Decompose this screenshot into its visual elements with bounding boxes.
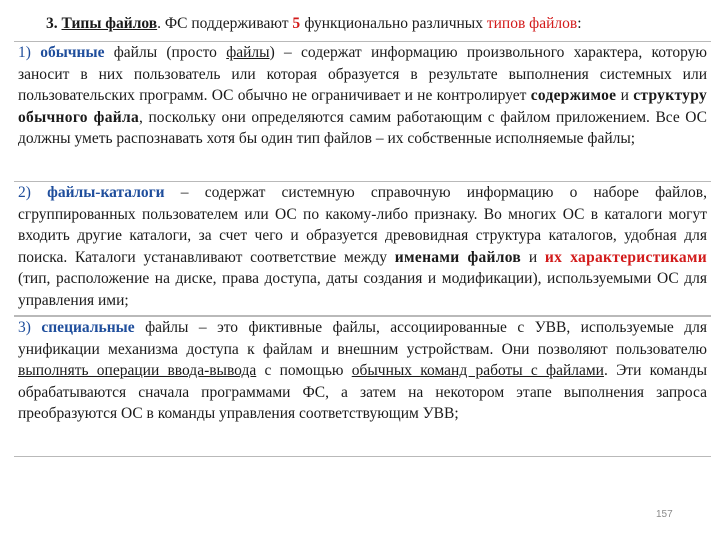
item-text: ) – содержат информацию произвольного характера, которую заносит в них пользователь или которая образуется в результате выполнения системных или пользовательских программ. ОС обычно не ограничивает и не контролирует: [18, 44, 707, 104]
title-text-2: функционально различных: [300, 15, 487, 32]
item-bold-text: именами файлов: [394, 248, 522, 266]
item-bold-text: содержимое: [530, 87, 617, 104]
title-count: 5: [292, 15, 301, 32]
item-text: с помощью: [256, 362, 352, 379]
item-underlined-text: выполнять операции ввода-вывода: [18, 362, 257, 379]
title-end: :: [577, 15, 582, 32]
item-underlined-text: обычных команд работы с файлами: [351, 362, 604, 379]
item-text: и: [521, 248, 545, 266]
item-paragraph: [18, 317, 707, 425]
item-number: 2): [18, 184, 31, 201]
item-term: специальные: [41, 319, 135, 336]
item-text: . Эти команды обрабатываются сначала программами ФС, а затем на некотором этапе выполнения запроса преобразуются ОС в команды управления соответствующим УВВ;: [18, 362, 707, 422]
item-number: 1): [18, 44, 31, 61]
title-term: Типы файлов: [61, 15, 158, 32]
item-text: файлы (просто: [104, 44, 227, 61]
title-number: 3.: [46, 15, 58, 32]
item-block-special-files: [14, 316, 711, 457]
item-term: обычные: [40, 44, 105, 61]
item-term: файлы-каталоги: [47, 184, 165, 201]
item-paragraph: [18, 42, 707, 150]
item-block-regular-files: [14, 41, 711, 182]
page-number: 157: [656, 509, 673, 520]
item-block-directories: [14, 181, 711, 316]
item-bold-text: структуру обычного файла: [18, 87, 707, 126]
item-paragraph: [18, 182, 707, 311]
item-link: файлы: [226, 44, 270, 61]
slide-title: [46, 14, 582, 34]
item-number: 3): [18, 319, 31, 336]
item-text: и: [616, 87, 634, 104]
item-text: (тип, расположение на диске, права доступа, даты создания и модификации), используемыми ОС для управления ими;: [18, 270, 707, 309]
item-text: – содержат системную справочную информацию о наборе файлов, сгруппированных пользователем или ОС по какому-либо признаку. Во многих ОС в каталоги могут входить другие каталоги, за счет чего и образуется древовидная структура каталогов, удобная для поиска. Каталоги устанавливают соответствие между: [18, 184, 708, 266]
item-text: файлы – это фиктивные файлы, ассоциированные с УВВ, используемые для унификации механизма доступа к файлам и внешним устройствам. Они позволяют пользователю: [18, 319, 708, 358]
item-highlight-text: их характеристиками: [544, 248, 707, 266]
title-text-1: . ФС поддерживают: [157, 15, 293, 32]
item-text: , поскольку они определяются самим работающим с файлом приложением. Все ОС должны уметь распознавать хотя бы один тип файлов – их собственные исполняемые файлы;: [18, 108, 708, 147]
title-highlight: типов файлов: [486, 15, 578, 32]
